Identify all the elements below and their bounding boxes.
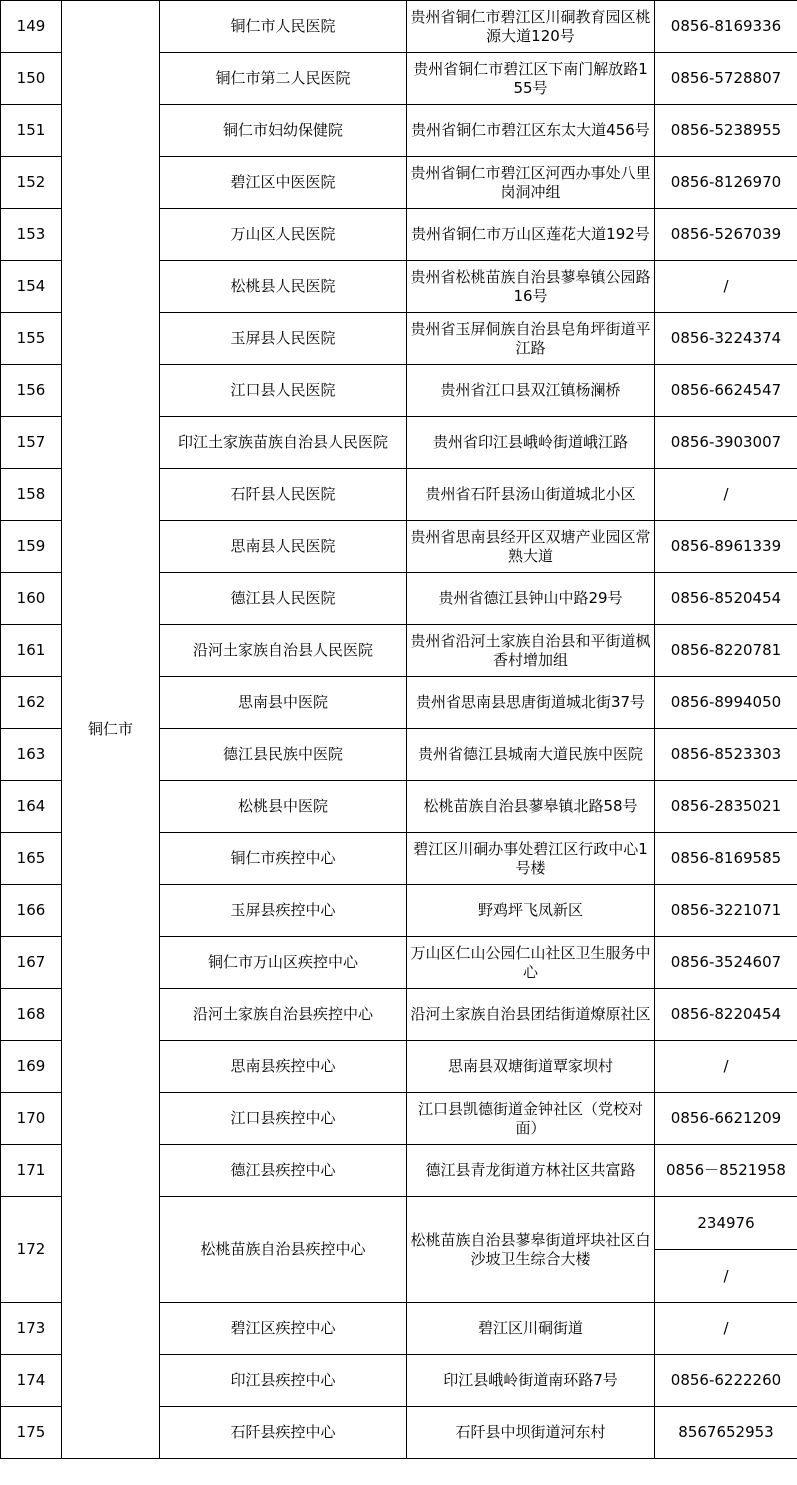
- institution-phone: 0856-5267039: [655, 209, 797, 261]
- row-number: 153: [1, 209, 62, 261]
- institution-address: 松桃苗族自治县蓼皋街道坪块社区白沙坡卫生综合大楼: [407, 1197, 655, 1303]
- row-number: 150: [1, 53, 62, 105]
- row-number: 170: [1, 1093, 62, 1145]
- row-number: 159: [1, 521, 62, 573]
- institution-address: 贵州省江口县双江镇杨澜桥: [407, 365, 655, 417]
- row-number: 156: [1, 365, 62, 417]
- row-number: 169: [1, 1041, 62, 1093]
- institution-phone: 0856－8521958: [655, 1145, 797, 1197]
- institution-address: 贵州省铜仁市碧江区东太大道456号: [407, 105, 655, 157]
- row-number: 155: [1, 313, 62, 365]
- institution-phone: 0856-3903007: [655, 417, 797, 469]
- row-number: 174: [1, 1355, 62, 1407]
- row-number: 149: [1, 1, 62, 53]
- institution-name: 沿河土家族自治县人民医院: [160, 625, 407, 677]
- institution-address: 贵州省松桃苗族自治县蓼皋镇公园路16号: [407, 261, 655, 313]
- institution-address: 江口县凯德街道金钟社区（党校对面）: [407, 1093, 655, 1145]
- institution-address: 松桃苗族自治县蓼皋镇北路58号: [407, 781, 655, 833]
- institution-phone: 0856-8520454: [655, 573, 797, 625]
- row-number: 173: [1, 1303, 62, 1355]
- institution-phone: 0856-8220454: [655, 989, 797, 1041]
- institution-phone: /: [655, 1041, 797, 1093]
- institution-address: 贵州省印江县峨岭街道峨江路: [407, 417, 655, 469]
- institution-name: 铜仁市妇幼保健院: [160, 105, 407, 157]
- institution-phone: 0856-6624547: [655, 365, 797, 417]
- institution-address: 贵州省德江县钟山中路29号: [407, 573, 655, 625]
- row-number: 166: [1, 885, 62, 937]
- institution-phone: 8567652953: [655, 1407, 797, 1459]
- row-number: 167: [1, 937, 62, 989]
- institution-name: 德江县人民医院: [160, 573, 407, 625]
- institution-address: 贵州省玉屏侗族自治县皂角坪街道平江路: [407, 313, 655, 365]
- institution-phone: 0856-8169336: [655, 1, 797, 53]
- institution-phone: /: [655, 469, 797, 521]
- institution-phone: 0856-6222260: [655, 1355, 797, 1407]
- institution-name: 玉屏县人民医院: [160, 313, 407, 365]
- institution-address: 石阡县中坝街道河东村: [407, 1407, 655, 1459]
- institution-name: 印江土家族苗族自治县人民医院: [160, 417, 407, 469]
- row-number: 164: [1, 781, 62, 833]
- institution-name: 石阡县人民医院: [160, 469, 407, 521]
- institution-address: 沿河土家族自治县团结街道燎原社区: [407, 989, 655, 1041]
- institution-phone: /: [655, 261, 797, 313]
- institution-name: 铜仁市第二人民医院: [160, 53, 407, 105]
- institution-name: 碧江区疾控中心: [160, 1303, 407, 1355]
- institution-name: 思南县疾控中心: [160, 1041, 407, 1093]
- institution-name: 江口县人民医院: [160, 365, 407, 417]
- institution-address: 贵州省铜仁市万山区莲花大道192号: [407, 209, 655, 261]
- city-cell: 铜仁市: [62, 1, 160, 1459]
- row-number: 163: [1, 729, 62, 781]
- institution-address: 碧江区川硐办事处碧江区行政中心1号楼: [407, 833, 655, 885]
- institution-address: 贵州省沿河土家族自治县和平街道枫香村增加组: [407, 625, 655, 677]
- table-body: [1, 1, 797, 1459]
- institution-phone: 0856-2835021: [655, 781, 797, 833]
- institution-address: 德江县青龙街道方林社区共富路: [407, 1145, 655, 1197]
- row-number: 152: [1, 157, 62, 209]
- row-number: 162: [1, 677, 62, 729]
- institution-address: 贵州省石阡县汤山街道城北小区: [407, 469, 655, 521]
- institution-phone: 234976: [655, 1197, 797, 1250]
- institution-name: 沿河土家族自治县疾控中心: [160, 989, 407, 1041]
- institution-phone: 0856-5238955: [655, 105, 797, 157]
- institution-name: 碧江区中医医院: [160, 157, 407, 209]
- row-number: 154: [1, 261, 62, 313]
- table-row: [1, 1, 797, 53]
- institution-phone: 0856-8523303: [655, 729, 797, 781]
- institution-name: 松桃县中医院: [160, 781, 407, 833]
- institution-phone: 0856-8994050: [655, 677, 797, 729]
- institution-address: 贵州省思南县思唐街道城北街37号: [407, 677, 655, 729]
- institution-phone: /: [655, 1303, 797, 1355]
- institution-name: 松桃县人民医院: [160, 261, 407, 313]
- institution-name: 思南县人民医院: [160, 521, 407, 573]
- institution-address: 思南县双塘街道覃家坝村: [407, 1041, 655, 1093]
- row-number: 168: [1, 989, 62, 1041]
- row-number: 158: [1, 469, 62, 521]
- institution-phone: 0856-3224374: [655, 313, 797, 365]
- institution-address: 贵州省德江县城南大道民族中医院: [407, 729, 655, 781]
- institution-name: 松桃苗族自治县疾控中心: [160, 1197, 407, 1303]
- institution-phone: 0856-8220781: [655, 625, 797, 677]
- institution-address: 贵州省铜仁市碧江区下南门解放路155号: [407, 53, 655, 105]
- institution-address: 碧江区川硐街道: [407, 1303, 655, 1355]
- institution-phone: 0856-8961339: [655, 521, 797, 573]
- institution-address: 野鸡坪飞凤新区: [407, 885, 655, 937]
- institution-address: 贵州省思南县经开区双塘产业园区常熟大道: [407, 521, 655, 573]
- institution-name: 思南县中医院: [160, 677, 407, 729]
- institution-phone: 0856-8126970: [655, 157, 797, 209]
- row-number: 171: [1, 1145, 62, 1197]
- institution-phone: 0856-3524607: [655, 937, 797, 989]
- institution-name: 玉屏县疾控中心: [160, 885, 407, 937]
- row-number: 157: [1, 417, 62, 469]
- institution-name: 万山区人民医院: [160, 209, 407, 261]
- institution-name: 德江县疾控中心: [160, 1145, 407, 1197]
- institution-name: 铜仁市万山区疾控中心: [160, 937, 407, 989]
- institution-address: 贵州省铜仁市碧江区川硐教育园区桃源大道120号: [407, 1, 655, 53]
- institution-address: 贵州省铜仁市碧江区河西办事处八里岗洞冲组: [407, 157, 655, 209]
- institution-phone: 0856-8169585: [655, 833, 797, 885]
- institution-phone: /: [655, 1250, 797, 1303]
- row-number: 161: [1, 625, 62, 677]
- institution-address: 印江县峨岭街道南环路7号: [407, 1355, 655, 1407]
- institution-phone: 0856-3221071: [655, 885, 797, 937]
- institution-name: 铜仁市人民医院: [160, 1, 407, 53]
- institution-address: 万山区仁山公园仁山社区卫生服务中心: [407, 937, 655, 989]
- institution-name: 印江县疾控中心: [160, 1355, 407, 1407]
- institution-name: 德江县民族中医院: [160, 729, 407, 781]
- institution-phone: 0856-6621209: [655, 1093, 797, 1145]
- row-number: 151: [1, 105, 62, 157]
- institution-phone: 0856-5728807: [655, 53, 797, 105]
- row-number: 160: [1, 573, 62, 625]
- institution-name: 江口县疾控中心: [160, 1093, 407, 1145]
- row-number: 172: [1, 1197, 62, 1303]
- row-number: 165: [1, 833, 62, 885]
- row-number: 175: [1, 1407, 62, 1459]
- institution-name: 石阡县疾控中心: [160, 1407, 407, 1459]
- institution-name: 铜仁市疾控中心: [160, 833, 407, 885]
